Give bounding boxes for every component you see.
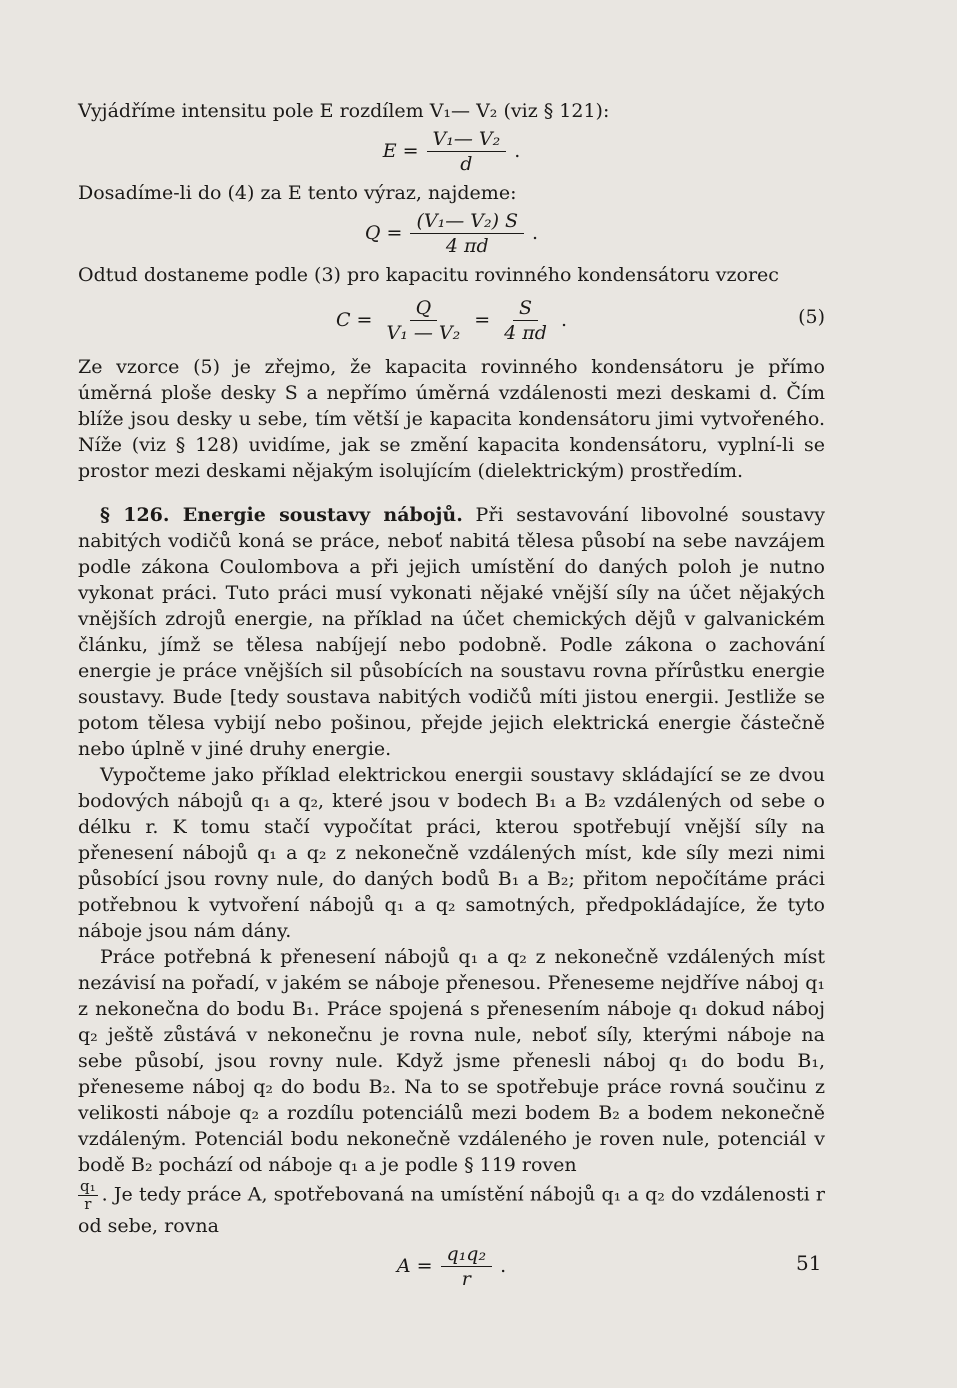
fraction <box>410 209 524 258</box>
equation-end: . <box>514 140 521 162</box>
equation-e <box>78 126 825 176</box>
denominator: d <box>460 152 473 175</box>
equation-end: . <box>560 309 567 331</box>
equation-q <box>78 208 825 258</box>
paragraph-potential <box>78 1178 825 1239</box>
inline-fraction <box>78 1178 98 1213</box>
equation-lhs: Q = <box>364 222 403 244</box>
denominator: r <box>84 1195 92 1213</box>
fraction <box>498 296 553 345</box>
paragraph-capacity: Odtud dostaneme podle (3) pro kapacitu rovinného kondensátoru vzorec <box>78 264 779 286</box>
paragraph-explanation: Ze vzorce (5) je zřejmo, že kapacita rovinného kondensátoru je přímo úměrná ploše desky S a nepřímo úměrná vzdálenosti mezi deskami d. Čím blíže jsou desky u sebe, tím větší je kapacita kondensátoru jimi vytvořeného. Níže (viz § 128) uvidíme, jak se změní kapacita kondensátoru, vyplní-li se prostor mezi deskami nějakým isolujícím (dielektrickým) prostředím. <box>78 356 825 482</box>
section-paragraph <box>78 502 825 762</box>
fraction <box>441 1242 493 1291</box>
denominator: r <box>461 1267 471 1290</box>
fraction <box>427 127 507 176</box>
equation-number: (5) <box>798 306 825 328</box>
section-title: § 126. Energie soustavy nábojů. <box>100 504 463 526</box>
numerator: Q <box>410 296 438 321</box>
equation-lhs: C = <box>335 309 373 331</box>
equation-end: . <box>532 222 539 244</box>
page-text <box>78 98 825 1295</box>
page-number: 51 <box>796 1251 822 1275</box>
equals-sign: = <box>474 309 491 331</box>
numerator: q₁ <box>80 1177 96 1195</box>
numerator: S <box>513 296 538 321</box>
equation-lhs: E = <box>382 140 419 162</box>
section-text: Při sestavování libovolné soustavy nabitých vodičů koná se práce, neboť nabitá tělesa působí na sebe navzájem podle zákona Coulombova a při jejich umístění do daných poloh je nutno vykonat práci. Tuto práci musí vykonati nějaké vnější síly na účet nějakých vnějších zdrojů energie, na příklad na účet chemických dějů v galvanickém článku, jímž se tělesa nabíjejí nebo podobně. Podle zákona o zachování energie je práce vnějších sil působících na soustavu rovna přírůstku energie soustavy. Bude [tedy soustava nabitých vodičů míti jistou energii. Jestliže se potom tělesa vybijí nebo pošinou, přejde jejich elektrická energie částečně nebo úplně v jiné druhy energie. <box>78 504 825 760</box>
paragraph-work: Práce potřebná k přenesení nábojů q₁ a q₂ z nekonečně vzdálených míst nezávisí na pořadí, v jakém se náboje přenesou. Přeneseme nejdříve náboj q₁ z nekonečna do bodu B₁. Práce spojená s přenesením náboje q₁ dokud náboj q₂ ještě zůstává v nekonečnu je rovna nule, neboť síly, kterými náboje na sebe působí, jsou rovny nule. Když jsme přenesli náboj q₁ do bodu B₁, přeneseme náboj q₂ do bodu B₂. Na to se spotřebuje práce rovná součinu z velikosti náboje q₂ a rozdílu potenciálů mezi bodem B₂ a bodem nekonečně vzdáleným. Potenciál bodu nekonečně vzdáleného je roven nule, potenciál v bodě B₂ pochází od náboje q₁ a je podle § 119 roven <box>78 946 825 1176</box>
denominator: 4 πd <box>445 234 489 257</box>
denominator: 4 πd <box>504 321 547 344</box>
paragraph-intro: Vyjádříme intensitu pole E rozdílem V₁— V₂ (viz § 121): <box>78 100 610 122</box>
equation-c <box>78 290 825 350</box>
equation-end: . <box>500 1255 507 1277</box>
equation-a <box>78 1241 825 1291</box>
numerator: (V₁— V₂) S <box>410 209 524 234</box>
numerator: V₁— V₂ <box>427 127 507 152</box>
paragraph-substitute: Dosadíme-li do (4) za E tento výraz, najdeme: <box>78 182 517 204</box>
equation-lhs: A = <box>396 1255 433 1277</box>
paragraph-text: . Je tedy práce A, spotřebovaná na umístění nábojů q₁ a q₂ do vzdálenosti r od sebe, rovna <box>78 1183 825 1237</box>
numerator: q₁q₂ <box>441 1242 493 1267</box>
paragraph-example: Vypočteme jako příklad elektrickou energii soustavy skládající se ze dvou bodových nábojů q₁ a q₂, které jsou v bodech B₁ a B₂ vzdálených od sebe o délku r. K tomu stačí vypočítat práci, kterou spotřebují vnější síly na přenesení nábojů q₁ a q₂ z nekonečně vzdálených míst, kde síly mezi nimi působící jsou rovny nule, do daných bodů B₁ a B₂; přitom nepočítáme práci potřebnou k vytvoření nábojů q₁ a q₂ samotných, předpokládajíce, že tyto náboje jsou nám dány. <box>78 764 825 942</box>
denominator: V₁ — V₂ <box>386 321 461 344</box>
fraction <box>380 296 466 345</box>
